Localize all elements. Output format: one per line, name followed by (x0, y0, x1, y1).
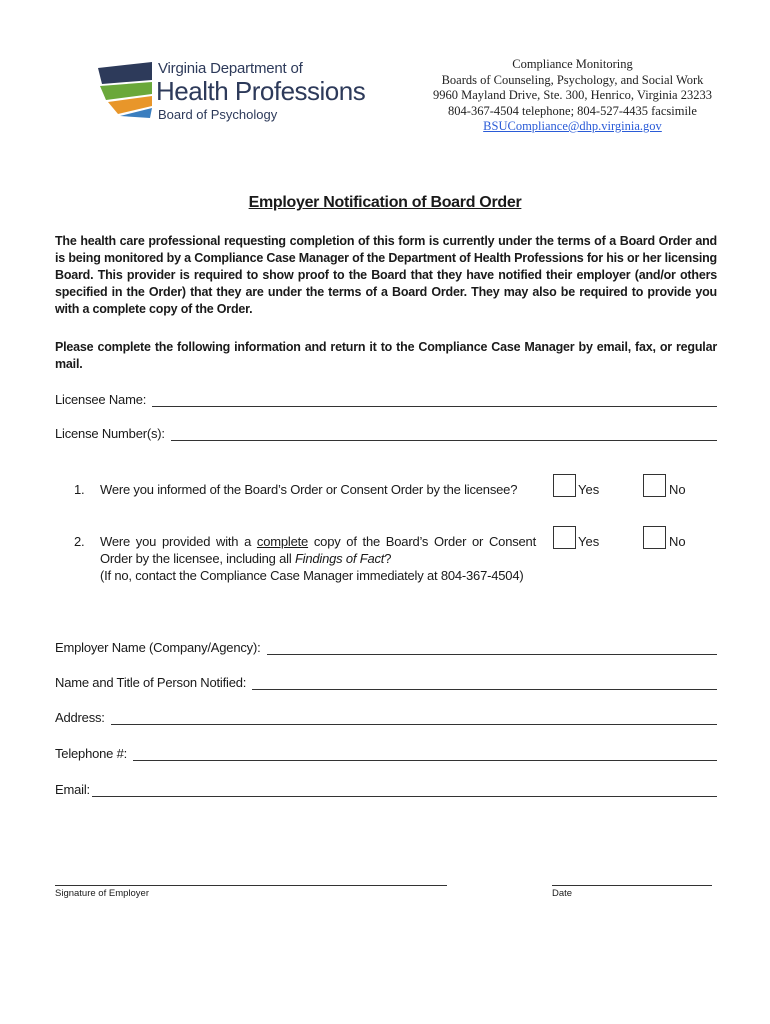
question-2-text-c: copy of the Board’s Order or Consent (308, 534, 536, 549)
date-line[interactable] (552, 884, 712, 886)
question-1-number: 1. (74, 482, 85, 497)
question-2-line3: (If no, contact the Compliance Case Manager immediately at 804-367-4504) (100, 568, 524, 583)
question-2 (74, 533, 544, 585)
contact-email-link[interactable]: BSUCompliance@dhp.virginia.gov (483, 119, 662, 133)
address-line[interactable] (111, 712, 717, 725)
question-2-yes-label: Yes (578, 534, 600, 549)
dhp-logo (96, 56, 406, 126)
email-line[interactable] (92, 784, 717, 797)
question-2-yes-checkbox[interactable] (553, 526, 576, 549)
licensee-name-label: Licensee Name: (55, 392, 147, 407)
question-2-no-label: No (669, 534, 686, 549)
logo-line1: Virginia Department of (158, 60, 303, 77)
question-1-text: Were you informed of the Board’s Order or Consent Order by the licensee? (100, 482, 518, 497)
contact-line1: Compliance Monitoring (512, 57, 633, 71)
license-numbers-field[interactable] (55, 426, 717, 441)
question-1 (74, 481, 544, 501)
signature-line[interactable] (55, 884, 447, 886)
telephone-field[interactable] (55, 746, 717, 761)
question-1-yes-checkbox[interactable] (553, 474, 576, 497)
contact-block (420, 57, 725, 135)
question-1-no-label: No (669, 482, 686, 497)
employer-name-label: Employer Name (Company/Agency): (55, 640, 261, 655)
email-label: Email: (55, 782, 90, 797)
question-1-no-checkbox[interactable] (643, 474, 666, 497)
question-2-text-complete: complete (256, 534, 309, 549)
person-notified-label: Name and Title of Person Notified: (55, 675, 247, 690)
dhp-logo-icon (96, 60, 154, 120)
instruction-paragraph: Please complete the following information and return it to the Compliance Case Manager by email, fax, or regular mail. (55, 340, 717, 371)
person-notified-line[interactable] (252, 677, 717, 690)
license-numbers-label: License Number(s): (55, 426, 165, 441)
question-1-yes-label: Yes (578, 482, 600, 497)
contact-line3: 9960 Mayland Drive, Ste. 300, Henrico, Virginia 23233 (433, 88, 712, 102)
licensee-name-line[interactable] (152, 394, 717, 407)
telephone-line[interactable] (133, 748, 717, 761)
question-2-line2-a: Order by the licensee, including all (100, 551, 295, 566)
question-2-text (100, 533, 540, 584)
logo-line2: Health Professions (156, 76, 366, 106)
address-label: Address: (55, 710, 105, 725)
telephone-label: Telephone #: (55, 746, 128, 761)
question-2-text-a: Were you provided with a (100, 534, 257, 549)
page-title: Employer Notification of Board Order (248, 194, 522, 211)
employer-name-field[interactable] (55, 640, 717, 655)
employer-name-line[interactable] (267, 642, 718, 655)
contact-line2: Boards of Counseling, Psychology, and Social Work (441, 72, 704, 87)
question-2-findings-of-fact: Findings of Fact (294, 551, 385, 566)
person-notified-field[interactable] (55, 675, 717, 690)
licensee-name-field[interactable] (55, 392, 717, 407)
address-field[interactable] (55, 710, 717, 725)
signature-label: Signature of Employer (55, 888, 149, 899)
question-2-number: 2. (74, 534, 85, 549)
question-2-no-checkbox[interactable] (643, 526, 666, 549)
license-numbers-line[interactable] (171, 428, 717, 441)
email-field[interactable] (55, 782, 717, 797)
date-label: Date (552, 888, 573, 899)
intro-paragraph: The health care professional requesting completion of this form is currently under the terms of a Board Order and is being monitored by a Compliance Case Manager of the Department of Health Professions for his or her licensing Board. This provider is required to show proof to the Board that they have notified their employer (and/or others specified in the Order) that they are under the terms of a Board Order. They may also be required to provide you with a complete copy of the Order. (55, 234, 717, 316)
logo-line3: Board of Psychology (158, 107, 278, 122)
contact-line4: 804-367-4504 telephone; 804-527-4435 facsimile (448, 103, 697, 118)
question-2-line2-c: ? (384, 551, 392, 566)
